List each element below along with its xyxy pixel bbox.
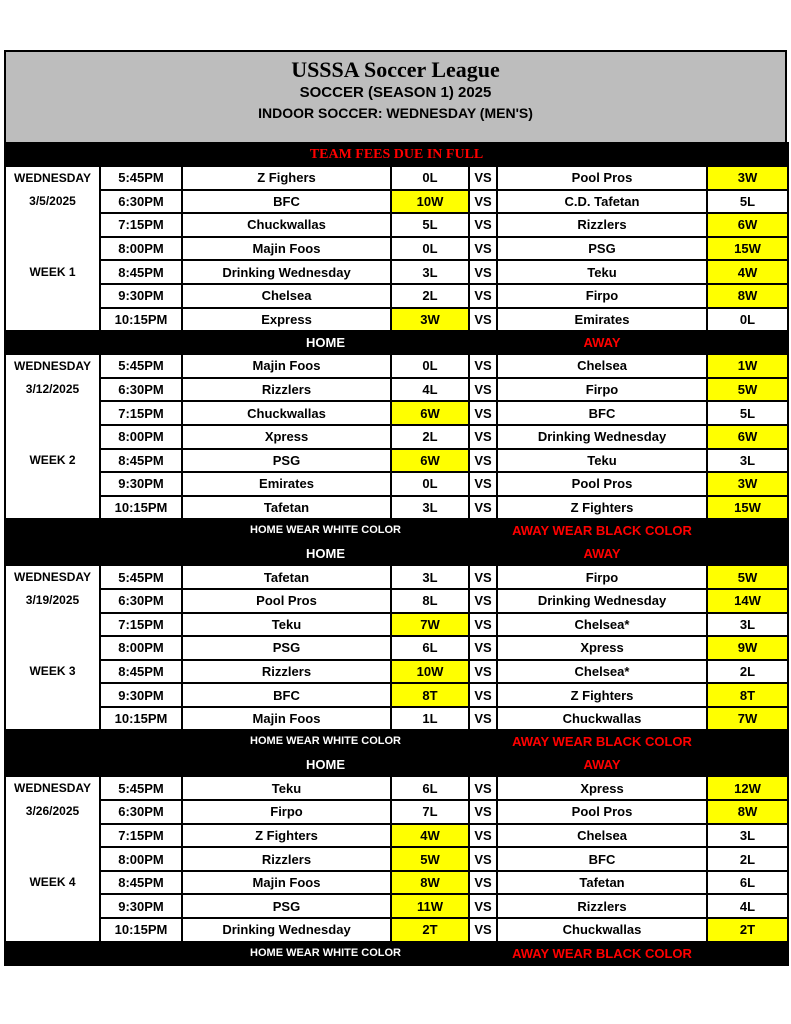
away-team: Xpress xyxy=(497,776,707,800)
home-score: 4L xyxy=(391,378,469,402)
game-row xyxy=(5,894,788,918)
home-team: BFC xyxy=(182,683,391,707)
vs-label: VS xyxy=(469,776,497,800)
game-row xyxy=(5,824,788,848)
band-spacer xyxy=(469,331,497,354)
band-spacer xyxy=(5,542,182,565)
vs-label: VS xyxy=(469,613,497,637)
day-cell xyxy=(5,496,100,520)
band-spacer xyxy=(469,942,497,965)
home-team: Rizzlers xyxy=(182,660,391,684)
wear-color-row xyxy=(5,942,788,965)
vs-label: VS xyxy=(469,871,497,895)
away-team: Teku xyxy=(497,449,707,473)
day-cell xyxy=(5,284,100,308)
home-score: 10W xyxy=(391,190,469,214)
day-cell xyxy=(5,824,100,848)
home-team: Majin Foos xyxy=(182,871,391,895)
date-label: 3/19/2025 xyxy=(5,589,100,613)
home-team: Z Fighters xyxy=(182,824,391,848)
away-team: Z Fighters xyxy=(497,496,707,520)
away-score: 5W xyxy=(707,565,788,589)
home-team: Rizzlers xyxy=(182,847,391,871)
away-team: Chelsea xyxy=(497,354,707,378)
game-row xyxy=(5,260,788,284)
band-spacer xyxy=(5,942,182,965)
away-score: 0L xyxy=(707,308,788,332)
home-score: 2L xyxy=(391,425,469,449)
game-time: 8:00PM xyxy=(100,636,182,660)
vs-label: VS xyxy=(469,190,497,214)
day-cell xyxy=(5,707,100,731)
home-score: 3W xyxy=(391,308,469,332)
away-score: 3W xyxy=(707,166,788,190)
away-team: BFC xyxy=(497,401,707,425)
vs-label: VS xyxy=(469,284,497,308)
game-time: 9:30PM xyxy=(100,284,182,308)
vs-label: VS xyxy=(469,496,497,520)
home-team: Rizzlers xyxy=(182,378,391,402)
day-cell xyxy=(5,213,100,237)
home-team: Chuckwallas xyxy=(182,213,391,237)
away-score: 5L xyxy=(707,190,788,214)
away-team: Drinking Wednesday xyxy=(497,589,707,613)
league-title: USSSA Soccer League xyxy=(291,57,500,82)
game-time: 8:45PM xyxy=(100,660,182,684)
home-header: HOME xyxy=(182,753,469,776)
away-team: Chuckwallas xyxy=(497,918,707,942)
home-score: 2T xyxy=(391,918,469,942)
day-cell xyxy=(5,636,100,660)
date-label: 3/12/2025 xyxy=(5,378,100,402)
away-score: 3L xyxy=(707,449,788,473)
vs-label: VS xyxy=(469,660,497,684)
away-score: 15W xyxy=(707,496,788,520)
game-row xyxy=(5,613,788,637)
game-time: 5:45PM xyxy=(100,166,182,190)
schedule-table xyxy=(4,142,789,966)
away-team: Chelsea* xyxy=(497,613,707,637)
game-time: 6:30PM xyxy=(100,378,182,402)
home-score: 1L xyxy=(391,707,469,731)
home-team: Majin Foos xyxy=(182,354,391,378)
game-time: 7:15PM xyxy=(100,213,182,237)
game-time: 8:45PM xyxy=(100,260,182,284)
home-score: 11W xyxy=(391,894,469,918)
home-team: Majin Foos xyxy=(182,707,391,731)
game-time: 5:45PM xyxy=(100,776,182,800)
game-row xyxy=(5,565,788,589)
game-row xyxy=(5,213,788,237)
vs-label: VS xyxy=(469,636,497,660)
game-time: 6:30PM xyxy=(100,190,182,214)
home-score: 3L xyxy=(391,565,469,589)
home-away-header-row xyxy=(5,331,788,354)
home-score: 7W xyxy=(391,613,469,637)
home-wear-note: HOME WEAR WHITE COLOR xyxy=(182,519,469,542)
home-team: Firpo xyxy=(182,800,391,824)
away-team: C.D. Tafetan xyxy=(497,190,707,214)
day-label: WEDNESDAY xyxy=(5,776,100,800)
home-score: 5W xyxy=(391,847,469,871)
away-team: Firpo xyxy=(497,565,707,589)
week-label: WEEK 1 xyxy=(5,260,100,284)
home-score: 3L xyxy=(391,260,469,284)
home-score: 3L xyxy=(391,496,469,520)
vs-label: VS xyxy=(469,800,497,824)
week-label: WEEK 3 xyxy=(5,660,100,684)
home-team: Teku xyxy=(182,776,391,800)
vs-label: VS xyxy=(469,589,497,613)
home-team: Express xyxy=(182,308,391,332)
season-subtitle: SOCCER (SEASON 1) 2025 xyxy=(299,84,492,101)
week-label: WEEK 4 xyxy=(5,871,100,895)
game-row xyxy=(5,166,788,190)
day-cell xyxy=(5,425,100,449)
home-score: 6L xyxy=(391,636,469,660)
home-score: 4W xyxy=(391,824,469,848)
date-label: 3/5/2025 xyxy=(5,190,100,214)
game-row xyxy=(5,800,788,824)
game-row xyxy=(5,308,788,332)
game-row xyxy=(5,354,788,378)
vs-label: VS xyxy=(469,166,497,190)
home-team: Pool Pros xyxy=(182,589,391,613)
game-time: 8:00PM xyxy=(100,237,182,261)
home-score: 8W xyxy=(391,871,469,895)
away-score: 12W xyxy=(707,776,788,800)
home-away-header-row xyxy=(5,753,788,776)
away-team: Pool Pros xyxy=(497,472,707,496)
band-spacer xyxy=(469,753,497,776)
home-score: 2L xyxy=(391,284,469,308)
home-wear-note: HOME WEAR WHITE COLOR xyxy=(182,730,469,753)
vs-label: VS xyxy=(469,894,497,918)
away-score: 2L xyxy=(707,847,788,871)
band-spacer xyxy=(5,331,182,354)
day-cell xyxy=(5,308,100,332)
home-team: PSG xyxy=(182,636,391,660)
vs-label: VS xyxy=(469,472,497,496)
game-row xyxy=(5,449,788,473)
home-header: HOME xyxy=(182,542,469,565)
away-team: Firpo xyxy=(497,378,707,402)
home-score: 6W xyxy=(391,449,469,473)
away-wear-note: AWAY WEAR BLACK COLOR xyxy=(497,942,707,965)
band-spacer xyxy=(707,331,788,354)
home-team: Xpress xyxy=(182,425,391,449)
home-team: Drinking Wednesday xyxy=(182,918,391,942)
fees-banner-row xyxy=(5,143,788,166)
away-team: BFC xyxy=(497,847,707,871)
home-team: PSG xyxy=(182,449,391,473)
wear-color-row xyxy=(5,519,788,542)
away-score: 8W xyxy=(707,800,788,824)
fees-banner: TEAM FEES DUE IN FULL xyxy=(5,143,788,166)
away-team: Tafetan xyxy=(497,871,707,895)
vs-label: VS xyxy=(469,683,497,707)
vs-label: VS xyxy=(469,707,497,731)
away-team: Z Fighters xyxy=(497,683,707,707)
day-cell xyxy=(5,683,100,707)
game-row xyxy=(5,284,788,308)
day-label: WEDNESDAY xyxy=(5,565,100,589)
away-team: Firpo xyxy=(497,284,707,308)
game-row xyxy=(5,190,788,214)
home-score: 6L xyxy=(391,776,469,800)
vs-label: VS xyxy=(469,401,497,425)
away-score: 2L xyxy=(707,660,788,684)
home-score: 0L xyxy=(391,166,469,190)
game-time: 9:30PM xyxy=(100,683,182,707)
away-score: 3W xyxy=(707,472,788,496)
home-team: PSG xyxy=(182,894,391,918)
home-score: 0L xyxy=(391,354,469,378)
schedule-sheet xyxy=(4,50,787,966)
game-row xyxy=(5,589,788,613)
away-score: 6W xyxy=(707,425,788,449)
away-score: 5L xyxy=(707,401,788,425)
game-time: 8:45PM xyxy=(100,449,182,473)
home-score: 6W xyxy=(391,401,469,425)
home-score: 7L xyxy=(391,800,469,824)
band-spacer xyxy=(707,753,788,776)
home-wear-note: HOME WEAR WHITE COLOR xyxy=(182,942,469,965)
vs-label: VS xyxy=(469,378,497,402)
away-score: 3L xyxy=(707,824,788,848)
away-score: 8W xyxy=(707,284,788,308)
game-time: 6:30PM xyxy=(100,589,182,613)
game-row xyxy=(5,660,788,684)
away-wear-note: AWAY WEAR BLACK COLOR xyxy=(497,519,707,542)
away-score: 1W xyxy=(707,354,788,378)
game-time: 9:30PM xyxy=(100,472,182,496)
game-time: 8:45PM xyxy=(100,871,182,895)
game-row xyxy=(5,401,788,425)
home-team: Teku xyxy=(182,613,391,637)
away-score: 15W xyxy=(707,237,788,261)
game-row xyxy=(5,378,788,402)
away-team: Rizzlers xyxy=(497,213,707,237)
vs-label: VS xyxy=(469,425,497,449)
game-row xyxy=(5,871,788,895)
vs-label: VS xyxy=(469,847,497,871)
home-team: Tafetan xyxy=(182,565,391,589)
date-label: 3/26/2025 xyxy=(5,800,100,824)
home-team: Majin Foos xyxy=(182,237,391,261)
game-row xyxy=(5,918,788,942)
vs-label: VS xyxy=(469,824,497,848)
away-team: Chelsea xyxy=(497,824,707,848)
away-score: 5W xyxy=(707,378,788,402)
day-cell xyxy=(5,237,100,261)
game-time: 9:30PM xyxy=(100,894,182,918)
vs-label: VS xyxy=(469,237,497,261)
home-team: Drinking Wednesday xyxy=(182,260,391,284)
away-header: AWAY xyxy=(497,331,707,354)
day-cell xyxy=(5,401,100,425)
away-header: AWAY xyxy=(497,542,707,565)
away-team: Drinking Wednesday xyxy=(497,425,707,449)
away-team: Chelsea* xyxy=(497,660,707,684)
week-label: WEEK 2 xyxy=(5,449,100,473)
home-score: 8L xyxy=(391,589,469,613)
band-spacer xyxy=(5,519,182,542)
band-spacer xyxy=(469,519,497,542)
vs-label: VS xyxy=(469,918,497,942)
away-score: 14W xyxy=(707,589,788,613)
day-cell xyxy=(5,847,100,871)
vs-label: VS xyxy=(469,260,497,284)
home-team: Emirates xyxy=(182,472,391,496)
band-spacer xyxy=(707,519,788,542)
home-team: Chuckwallas xyxy=(182,401,391,425)
vs-label: VS xyxy=(469,449,497,473)
home-score: 8T xyxy=(391,683,469,707)
home-team: BFC xyxy=(182,190,391,214)
band-spacer xyxy=(707,542,788,565)
division-title: INDOOR SOCCER: WEDNESDAY (MEN'S) xyxy=(258,105,533,121)
home-team: Z Fighers xyxy=(182,166,391,190)
game-row xyxy=(5,847,788,871)
game-row xyxy=(5,472,788,496)
away-score: 4L xyxy=(707,894,788,918)
wear-color-row xyxy=(5,730,788,753)
game-time: 8:00PM xyxy=(100,425,182,449)
day-cell xyxy=(5,613,100,637)
home-score: 0L xyxy=(391,472,469,496)
home-score: 10W xyxy=(391,660,469,684)
home-score: 5L xyxy=(391,213,469,237)
day-label: WEDNESDAY xyxy=(5,166,100,190)
day-label: WEDNESDAY xyxy=(5,354,100,378)
game-time: 7:15PM xyxy=(100,401,182,425)
game-row xyxy=(5,636,788,660)
away-team: PSG xyxy=(497,237,707,261)
away-score: 7W xyxy=(707,707,788,731)
away-team: Emirates xyxy=(497,308,707,332)
band-spacer xyxy=(5,753,182,776)
vs-label: VS xyxy=(469,308,497,332)
vs-label: VS xyxy=(469,354,497,378)
game-row xyxy=(5,496,788,520)
away-team: Chuckwallas xyxy=(497,707,707,731)
schedule-header xyxy=(4,50,787,142)
vs-label: VS xyxy=(469,213,497,237)
game-time: 6:30PM xyxy=(100,800,182,824)
day-cell xyxy=(5,918,100,942)
band-spacer xyxy=(707,942,788,965)
game-time: 5:45PM xyxy=(100,354,182,378)
home-away-header-row xyxy=(5,542,788,565)
away-score: 9W xyxy=(707,636,788,660)
away-team: Teku xyxy=(497,260,707,284)
band-spacer xyxy=(469,730,497,753)
game-time: 7:15PM xyxy=(100,613,182,637)
away-team: Xpress xyxy=(497,636,707,660)
day-cell xyxy=(5,894,100,918)
game-time: 10:15PM xyxy=(100,496,182,520)
vs-label: VS xyxy=(469,565,497,589)
game-row xyxy=(5,776,788,800)
game-time: 10:15PM xyxy=(100,918,182,942)
day-cell xyxy=(5,472,100,496)
home-header: HOME xyxy=(182,331,469,354)
band-spacer xyxy=(469,542,497,565)
game-time: 5:45PM xyxy=(100,565,182,589)
away-score: 4W xyxy=(707,260,788,284)
game-time: 7:15PM xyxy=(100,824,182,848)
game-row xyxy=(5,707,788,731)
away-header: AWAY xyxy=(497,753,707,776)
band-spacer xyxy=(5,730,182,753)
away-score: 6L xyxy=(707,871,788,895)
game-time: 10:15PM xyxy=(100,308,182,332)
home-score: 0L xyxy=(391,237,469,261)
game-row xyxy=(5,237,788,261)
away-score: 6W xyxy=(707,213,788,237)
away-wear-note: AWAY WEAR BLACK COLOR xyxy=(497,730,707,753)
away-score: 3L xyxy=(707,613,788,637)
away-team: Pool Pros xyxy=(497,166,707,190)
game-time: 10:15PM xyxy=(100,707,182,731)
home-team: Tafetan xyxy=(182,496,391,520)
away-score: 8T xyxy=(707,683,788,707)
game-row xyxy=(5,683,788,707)
away-team: Rizzlers xyxy=(497,894,707,918)
game-row xyxy=(5,425,788,449)
away-score: 2T xyxy=(707,918,788,942)
band-spacer xyxy=(707,730,788,753)
home-team: Chelsea xyxy=(182,284,391,308)
away-team: Pool Pros xyxy=(497,800,707,824)
game-time: 8:00PM xyxy=(100,847,182,871)
